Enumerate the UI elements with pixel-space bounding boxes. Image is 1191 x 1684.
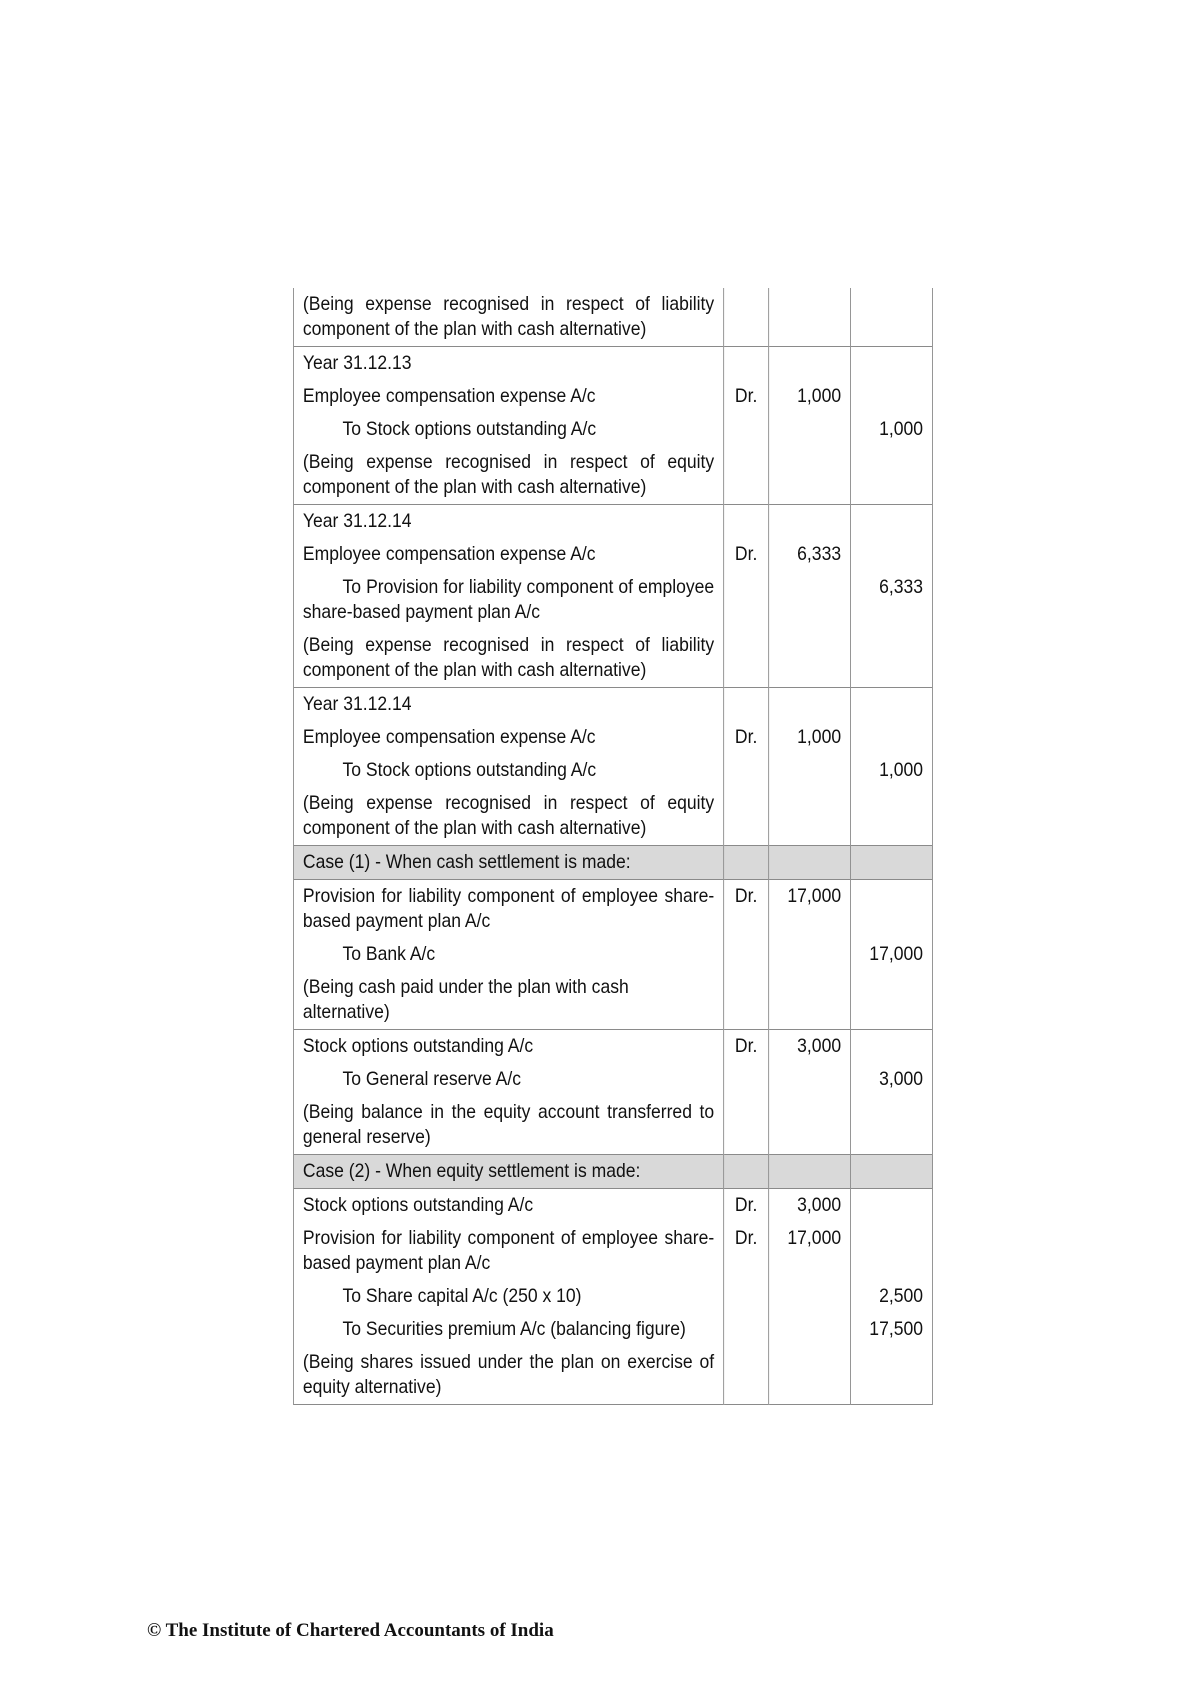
debit-account: Stock options outstanding A/c <box>302 1194 534 1216</box>
dr-label: Dr. <box>734 1035 758 1057</box>
debit-cell <box>769 1189 851 1405</box>
credit-cell <box>851 880 933 1030</box>
case-header <box>293 846 932 880</box>
debit-account: Employee compensation expense A/c <box>302 726 596 748</box>
dr-label: Dr. <box>734 1227 758 1249</box>
particulars-cell <box>293 1189 723 1405</box>
case-title-cell <box>293 1155 723 1189</box>
credit-account: To Share capital A/c (250 x 10) <box>342 1285 582 1307</box>
credit-amount: 1,000 <box>879 759 923 781</box>
journal-entry <box>293 1030 932 1155</box>
particulars-cell <box>293 288 723 347</box>
case-header <box>293 1155 932 1189</box>
credit-cell <box>851 1030 933 1155</box>
credit-account: To Bank A/c <box>342 943 436 965</box>
debit-amount: 3,000 <box>797 1035 842 1057</box>
credit-amount: 17,500 <box>869 1318 923 1340</box>
credit-cell <box>851 288 933 347</box>
journal-entry <box>293 880 932 1030</box>
case-title: Case (1) - When cash settlement is made: <box>302 851 631 873</box>
journal-entry <box>293 288 932 347</box>
credit-account: To Securities premium A/c (balancing figure) <box>342 1318 686 1340</box>
debit-amount: 17,000 <box>787 1227 842 1249</box>
particulars-cell <box>293 688 723 846</box>
dr-cell <box>724 880 769 1030</box>
debit-amount: 17,000 <box>787 885 842 907</box>
debit-cell <box>769 688 851 846</box>
debit-account: Employee compensation expense A/c <box>302 385 596 407</box>
credit-amount: 6,333 <box>879 576 923 598</box>
journal-entries-table <box>293 288 933 1405</box>
credit-account: To Stock options outstanding A/c <box>342 759 597 781</box>
debit-account: Employee compensation expense A/c <box>302 543 596 565</box>
case-title-cell <box>293 846 723 880</box>
dr-label: Dr. <box>734 543 758 565</box>
credit-amount: 2,500 <box>879 1285 923 1307</box>
dr-cell <box>724 288 769 347</box>
particulars-cell <box>293 347 723 505</box>
dr-cell <box>724 505 769 688</box>
dr-label: Dr. <box>734 1194 758 1216</box>
credit-account: To Provision for liability component of employee share-based payment plan A/c <box>302 576 715 623</box>
dr-cell <box>724 1189 769 1405</box>
credit-amount: 3,000 <box>879 1068 923 1090</box>
narration: (Being balance in the equity account transferred to general reserve) <box>302 1101 715 1148</box>
particulars-cell <box>293 505 723 688</box>
debit-account: Provision for liability component of employee share-based payment plan A/c <box>302 1227 715 1274</box>
entry-heading: Year 31.12.14 <box>302 510 412 532</box>
narration: (Being expense recognised in respect of equity component of the plan with cash alternative) <box>302 451 715 498</box>
debit-cell <box>769 347 851 505</box>
dr-cell <box>724 347 769 505</box>
debit-account: Provision for liability component of employee share-based payment plan A/c <box>302 885 715 932</box>
dr-cell <box>724 1030 769 1155</box>
debit-account: Stock options outstanding A/c <box>302 1035 534 1057</box>
dr-label: Dr. <box>734 385 758 407</box>
dr-cell <box>724 688 769 846</box>
credit-amount: 1,000 <box>879 418 923 440</box>
narration: (Being expense recognised in respect of equity component of the plan with cash alternative) <box>302 792 715 839</box>
dr-label: Dr. <box>734 726 758 748</box>
debit-cell <box>769 880 851 1030</box>
debit-amount: 1,000 <box>797 385 842 407</box>
debit-cell <box>769 288 851 347</box>
debit-amount: 1,000 <box>797 726 842 748</box>
credit-amount: 17,000 <box>869 943 923 965</box>
narration: (Being shares issued under the plan on exercise of equity alternative) <box>302 1351 715 1398</box>
debit-amount: 3,000 <box>797 1194 842 1216</box>
journal-entry <box>293 688 932 846</box>
credit-cell <box>851 1189 933 1405</box>
debit-cell <box>769 1030 851 1155</box>
narration: (Being expense recognised in respect of liability component of the plan with cash alternative) <box>302 634 715 681</box>
credit-account: To General reserve A/c <box>342 1068 522 1090</box>
dr-label: Dr. <box>734 885 758 907</box>
copyright-footer: © The Institute of Chartered Accountants of India <box>147 1620 554 1641</box>
credit-cell <box>851 688 933 846</box>
credit-cell <box>851 347 933 505</box>
entry-heading: Year 31.12.14 <box>302 693 412 715</box>
debit-cell <box>769 505 851 688</box>
particulars-cell <box>293 880 723 1030</box>
debit-amount: 6,333 <box>797 543 842 565</box>
journal-entry <box>293 1189 932 1405</box>
journal-entry <box>293 505 932 688</box>
narration: (Being expense recognised in respect of liability component of the plan with cash alternative) <box>302 293 715 340</box>
entry-heading: Year 31.12.13 <box>302 352 412 374</box>
case-title: Case (2) - When equity settlement is made: <box>302 1160 641 1182</box>
narration: (Being cash paid under the plan with cash alternative) <box>302 976 629 1023</box>
journal-entry <box>293 347 932 505</box>
credit-account: To Stock options outstanding A/c <box>342 418 597 440</box>
particulars-cell <box>293 1030 723 1155</box>
credit-cell <box>851 505 933 688</box>
